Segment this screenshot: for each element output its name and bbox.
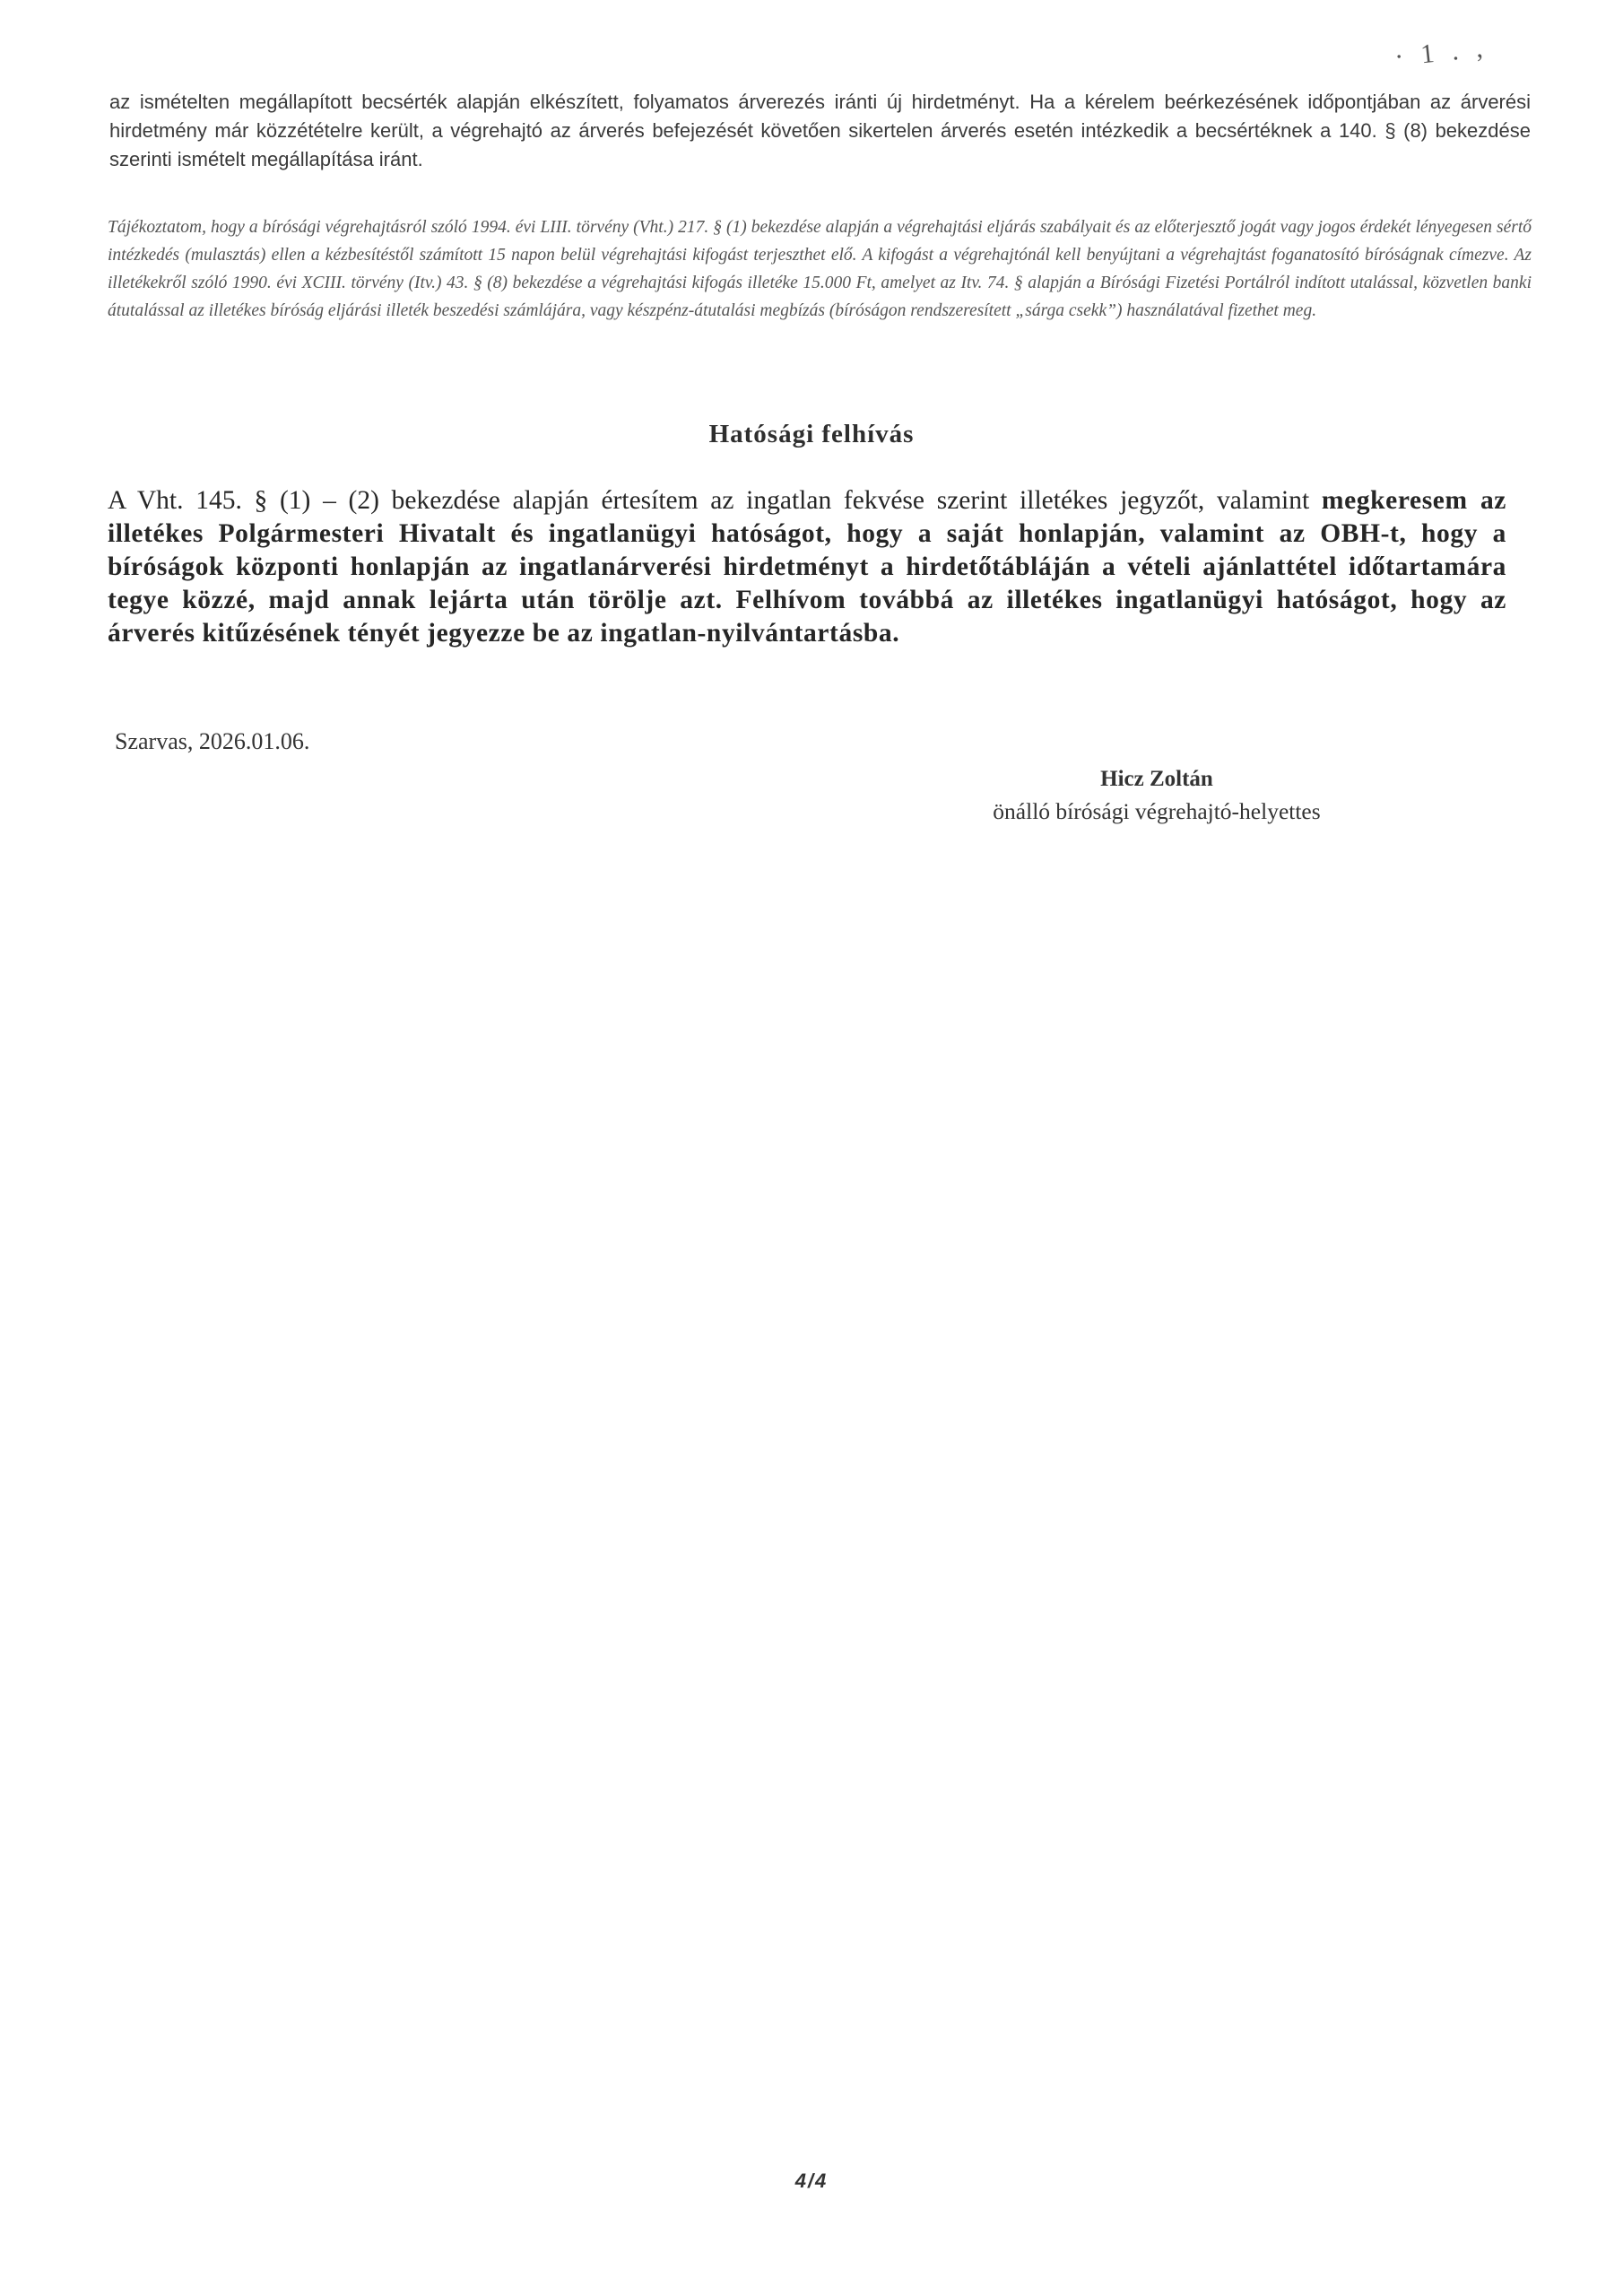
official-request-paragraph	[108, 484, 1506, 650]
signatory-name: Hicz Zoltán	[1100, 767, 1213, 791]
page-number: 4/4	[794, 2170, 829, 2192]
intro-paragraph: az ismételten megállapított becsérték alapján elkészített, folyamatos árverezés iránti új hirdetményt. Ha a kérelem beérkezésének időpontjában az árverési hirdetmény már közzétételre került, a végrehajtó az árverés befejezését követően sikertelen árverés esetén intézkedik a becsértéknek a 140. § (8) bekezdése szerinti ismételt megállapítása iránt.	[109, 91, 1531, 170]
legal-notice-paragraph: Tájékoztatom, hogy a bírósági végrehajtásról szóló 1994. évi LIII. törvény (Vht.) 217. § (1) bekezdése alapján a végrehajtási eljárás szabályait és az előterjesztő jogát vagy jogos érdekét lényegesen sértő intézkedés (mulasztás) ellen a kézbesítéstől számított 15 napon belül végrehajtási kifogást terjeszthet elő. A kifogást a végrehajtónál kell benyújtani a végrehajtást foganatosító bíróságnak címezve. Az illetékekről szóló 1990. évi XCIII. törvény (Itv.) 43. § (8) bekezdése a végrehajtási kifogás illetéke 15.000 Ft, amelyet az Itv. 74. § alapján a Bírósági Fizetési Portálról indított utalással, közvetlen banki átutalással az illetékes bíróság eljárási illeték beszedési számlájára, vagy készpénz-átutalási megbízás (bíróságon rendszeresített „sárga csekk”) használatával fizethet meg.	[108, 218, 1532, 320]
official-request-intro: A Vht. 145. § (1) – (2) bekezdése alapján értesítem az ingatlan fekvése szerint illetékes jegyzőt, valamint	[108, 486, 1322, 515]
handwritten-page-mark: · 1 . ,	[1393, 32, 1489, 73]
section-heading: Hatósági felhívás	[708, 420, 915, 448]
place-and-date: Szarvas, 2026.01.06.	[115, 728, 310, 754]
official-request-emphasis: megkeresem az illetékes Polgármesteri Hivatalt és ingatlanügyi hatóságot, hogy a saját honlapján, valamint az OBH-t, hogy a bíróságok központi honlapján az ingatlanárverési hirdetményt a hirdetőtábláján a vételi ajánlattétel időtartamára tegye közzé, majd annak lejárta után törölje azt. Felhívom továbbá az illetékes ingatlanügyi hatóságot, hogy az árverés kitűzésének tényét jegyezze be az ingatlan-nyilvántartásba.	[108, 486, 1506, 648]
signatory-title: önálló bírósági végrehajtó-helyettes	[993, 798, 1321, 824]
